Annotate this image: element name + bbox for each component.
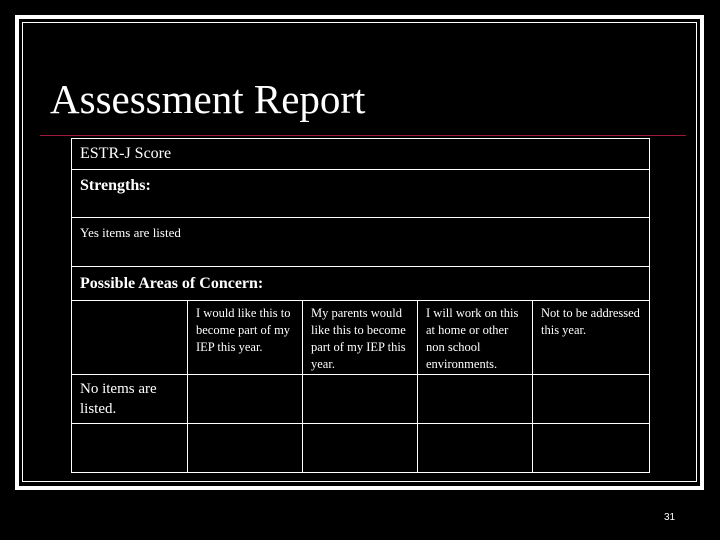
assessment-table — [71, 138, 650, 473]
table-row — [72, 139, 650, 170]
column-header: I will work on this at home or other non school environments. — [418, 301, 533, 375]
table-header-row — [72, 301, 650, 375]
table-cell — [418, 424, 533, 473]
table-cell — [303, 375, 418, 424]
column-header: My parents would like this to become part of my IEP this year. — [303, 301, 418, 375]
score-cell: ESTR-J Score — [72, 139, 650, 170]
table-row — [72, 170, 650, 218]
page-number: 31 — [664, 512, 676, 523]
table-cell — [533, 424, 650, 473]
table-row — [72, 424, 650, 473]
column-header — [72, 301, 188, 375]
table-cell — [72, 424, 188, 473]
column-header: Not to be addressed this year. — [533, 301, 650, 375]
table-row — [72, 267, 650, 301]
concerns-heading: Possible Areas of Concern: — [72, 267, 650, 301]
column-header: I would like this to become part of my IEP this year. — [188, 301, 303, 375]
table-row — [72, 375, 650, 424]
strengths-text: Yes items are listed — [72, 218, 650, 267]
table-cell — [418, 375, 533, 424]
slide-title: Assessment Report — [50, 76, 366, 122]
table-cell — [188, 424, 303, 473]
table-cell: No items are listed. — [72, 375, 188, 424]
table-cell — [533, 375, 650, 424]
strengths-heading: Strengths: — [72, 170, 650, 218]
title-divider — [40, 135, 686, 136]
table-cell — [188, 375, 303, 424]
table-cell — [303, 424, 418, 473]
table-row — [72, 218, 650, 267]
